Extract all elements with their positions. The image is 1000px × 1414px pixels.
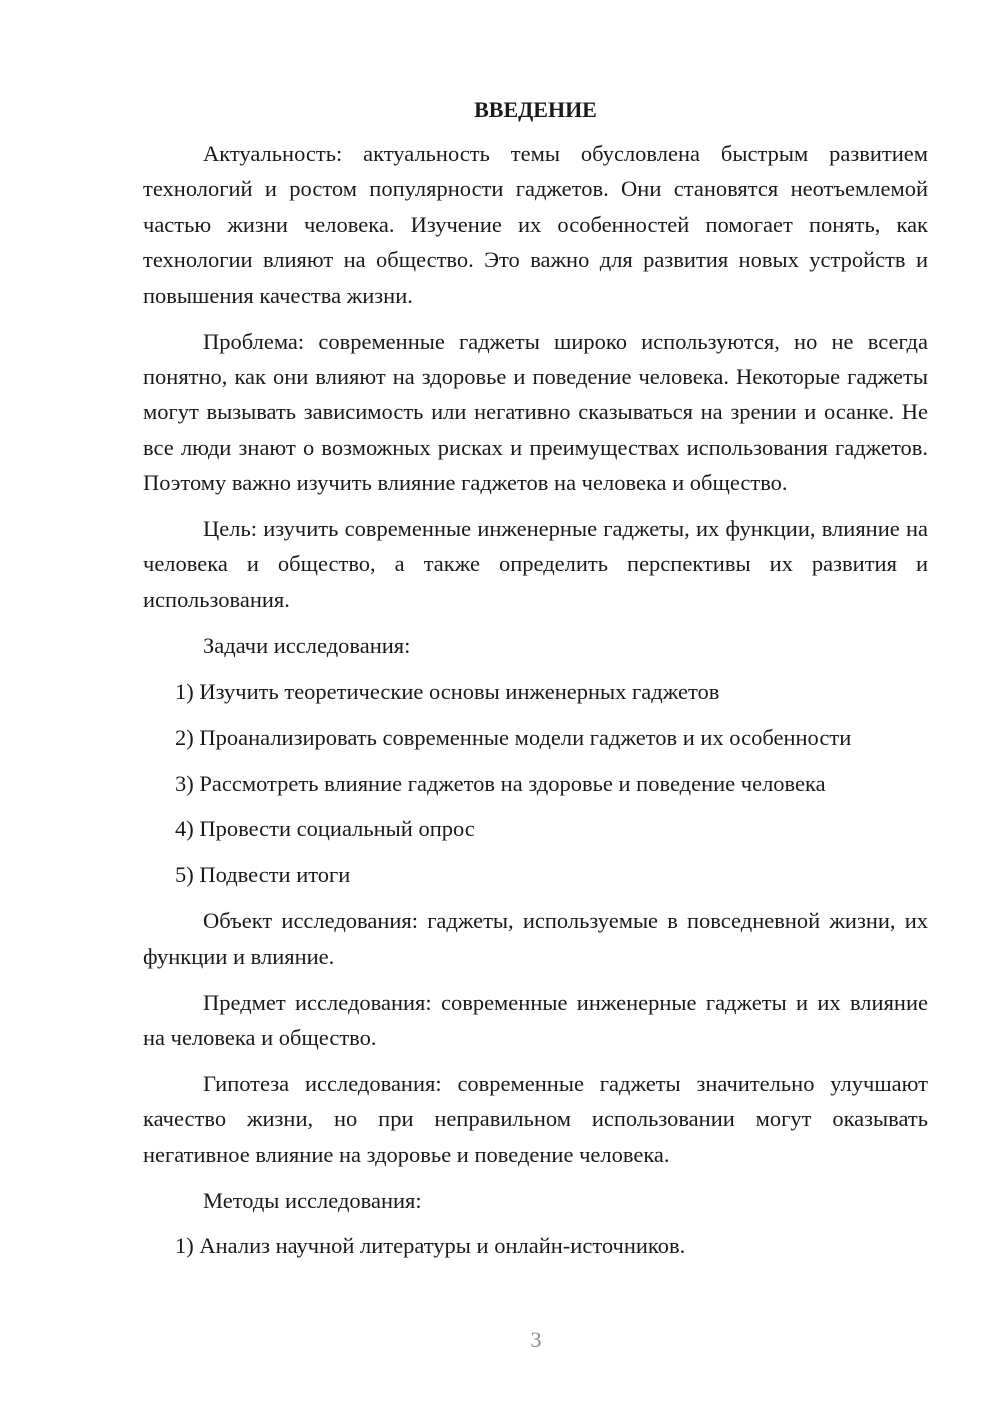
list-item: 4) Провести социальный опрос [175, 816, 475, 842]
hypothesis-paragraph: Гипотеза исследования: современные гаджеты значительно улучшают качество жизни, но при неправильном использовании могут оказывать негативное влияние на здоровье и поведение человека. [143, 1070, 928, 1167]
methods-label: Методы исследования: [203, 1187, 422, 1213]
tasks-label: Задачи исследования: [203, 632, 411, 658]
methods-list [143, 1228, 928, 1263]
list-item: 5) Подвести итоги [175, 862, 351, 888]
list-item: 2) Проанализировать современные модели гаджетов и их особенности [175, 724, 852, 750]
relevance-paragraph: Актуальность: актуальность темы обусловлена быстрым развитием технологий и ростом популярности гаджетов. Они становятся неотъемлемой частью жизни человека. Изучение их особенностей помогает понять, как технологии влияют на общество. Это важно для развития новых устройств и повышения качества жизни. [143, 141, 928, 308]
list-item: 1) Анализ научной литературы и онлайн-источников. [175, 1233, 686, 1259]
page-number: 3 [530, 1327, 542, 1352]
goal-paragraph: Цель: изучить современные инженерные гаджеты, их функции, влияние на человека и общество, а также определить перспективы их развития и использования. [143, 516, 928, 612]
section-title: ВВЕДЕНИЕ [474, 97, 597, 122]
tasks-list [143, 674, 928, 893]
list-item: 1) Изучить теоретические основы инженерных гаджетов [175, 678, 720, 704]
subject-paragraph: Предмет исследования: современные инженерные гаджеты и их влияние на человека и общество. [143, 989, 928, 1050]
document-page [143, 94, 928, 1274]
object-paragraph: Объект исследования: гаджеты, используемые в повседневной жизни, их функции и влияние. [143, 908, 928, 969]
problem-paragraph: Проблема: современные гаджеты широко используются, но не всегда понятно, как они влияют на здоровье и поведение человека. Некоторые гаджеты могут вызывать зависимость или негативно сказываться на зрении и осанке. Не все люди знают о возможных рисках и преимуществах использования гаджетов. Поэтому важно изучить влияние гаджетов на человека и общество. [143, 328, 928, 496]
list-item: 3) Рассмотреть влияние гаджетов на здоровье и поведение человека [175, 770, 826, 796]
